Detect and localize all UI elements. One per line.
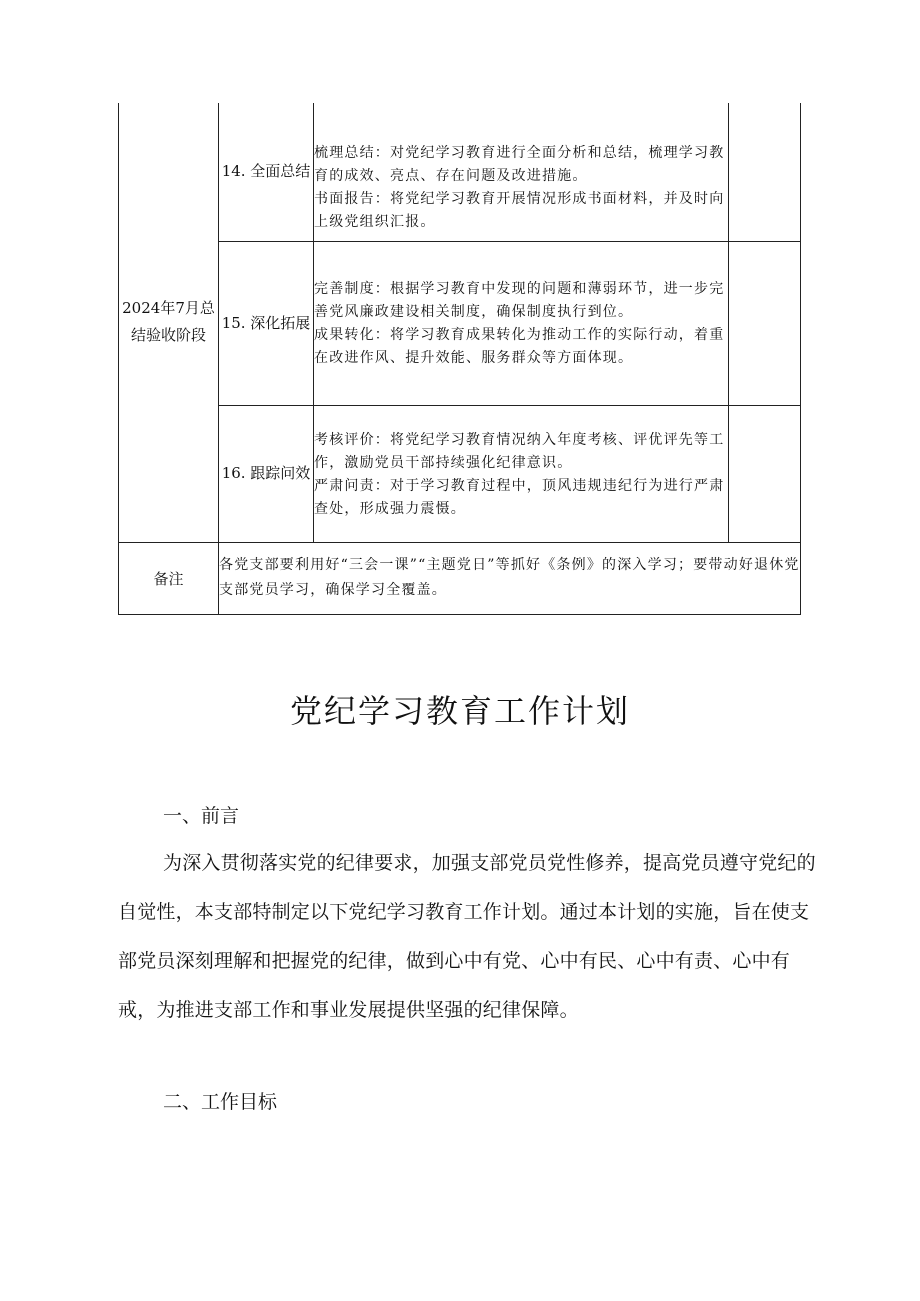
table-row	[119, 103, 801, 241]
content-cell	[314, 405, 729, 542]
content-item: 梳理总结：对党纪学习教育进行全面分析和总结，梳理学习教育的成效、亮点、存在问题及改进措施。	[314, 144, 725, 184]
plan-table	[118, 103, 801, 615]
remark-row	[119, 542, 801, 614]
section-heading: 二、工作目标	[163, 1091, 278, 1113]
content-item: 完善制度：根据学习教育中发现的问题和薄弱环节，进一步完善党风廉政建设相关制度，确保制度执行到位。	[314, 281, 725, 320]
note-cell	[729, 103, 801, 241]
note-cell	[729, 241, 801, 405]
phase-label: 2024年7月总结验收阶段	[122, 299, 215, 345]
step-label: 14. 全面总结	[221, 162, 311, 181]
table-row	[119, 241, 801, 405]
content-cell	[314, 241, 729, 405]
step-cell	[219, 405, 314, 542]
content-cell	[314, 103, 729, 241]
content-item: 成果转化：将学习教育成果转化为推动工作的实际行动，着重在改进作风、提升效能、服务群众等方面体现。	[314, 327, 725, 366]
remark-label: 备注	[119, 542, 219, 614]
content-item: 考核评价：将党纪学习教育情况纳入年度考核、评优评先等工作，激励党员干部持续强化纪律意识。	[314, 431, 725, 471]
step-label: 16. 跟踪问效	[221, 464, 311, 482]
table-row	[119, 405, 801, 542]
step-label: 15. 深化拓展	[221, 313, 311, 332]
step-cell	[219, 241, 314, 405]
remark-text: 各党支部要利用好“三会一课”“主题党日”等抓好《条例》的深入学习；要带动好退休党支部党员学习，确保学习全覆盖。	[219, 542, 801, 614]
step-cell	[219, 103, 314, 241]
section-heading: 一、前言	[163, 805, 240, 827]
body-paragraph: 为深入贯彻落实党的纪律要求，加强支部党员党性修养，提高党员遵守党纪的自觉性，本支部特制定以下党纪学习教育工作计划。通过本计划的实施，旨在使支部党员深刻理解和把握党的纪律，做到心中有党、心中有民、心中有责、心中有戒，为推进支部工作和事业发展提供坚强的纪律保障。	[118, 852, 816, 1021]
note-cell	[729, 405, 801, 542]
phase-cell	[119, 103, 219, 542]
content-item: 严肃问责：对于学习教育过程中，顶风违规违纪行为进行严肃查处，形成强力震慑。	[314, 477, 725, 517]
content-item: 书面报告：将党纪学习教育开展情况形成书面材料，并及时向上级党组织汇报。	[314, 190, 725, 230]
document-title: 党纪学习教育工作计划	[289, 692, 630, 730]
